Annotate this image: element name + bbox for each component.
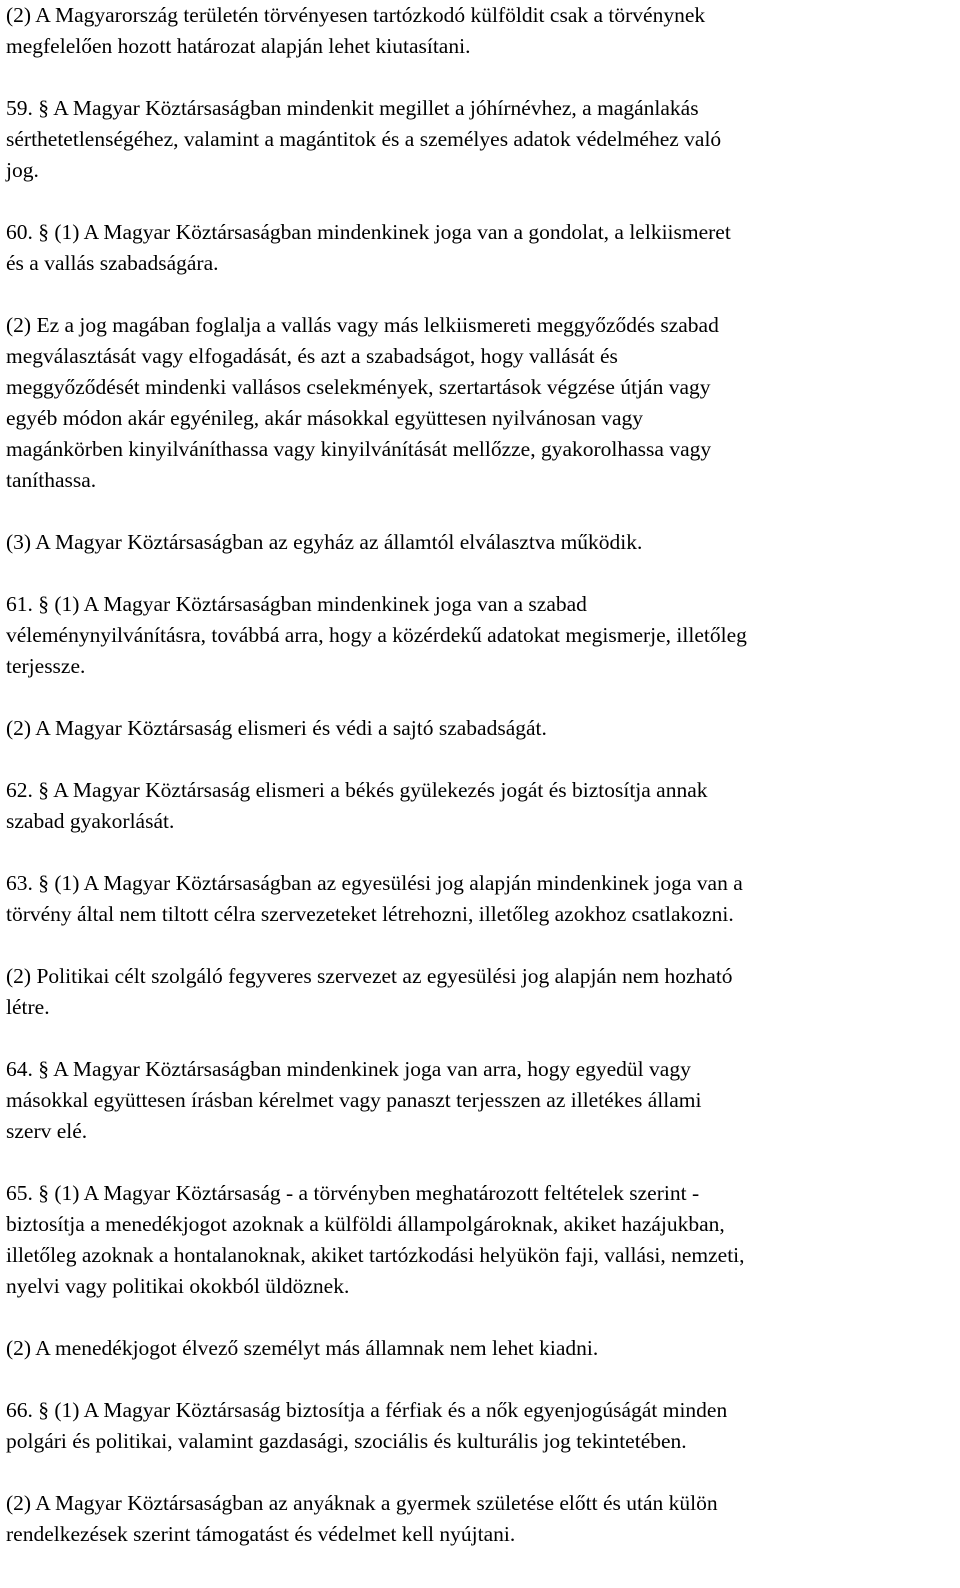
text-line: (2) A menedékjogot élvező személyt más államnak nem lehet kiadni. (6, 1336, 599, 1360)
document-page (6, 0, 950, 1550)
paragraph-61-2 (6, 713, 950, 744)
text-line: meggyőződését mindenki vallásos cselekmények, szertartások végzése útján vagy (6, 375, 711, 399)
paragraph-59 (6, 93, 950, 186)
paragraph-65-1 (6, 1178, 950, 1302)
text-line: törvény által nem tiltott célra szervezeteket létrehozni, illetőleg azokhoz csatlakozni. (6, 902, 734, 926)
text-line: (3) A Magyar Köztársaságban az egyház az államtól elválasztva működik. (6, 530, 643, 554)
paragraph-63-1 (6, 868, 950, 930)
text-line: másokkal együttesen írásban kérelmet vagy panaszt terjesszen az illetékes állami (6, 1088, 702, 1112)
text-line: polgári és politikai, valamint gazdasági, szociális és kulturális jog tekintetében. (6, 1429, 687, 1453)
paragraph-60-1 (6, 217, 950, 279)
text-line: nyelvi vagy politikai okokból üldöznek. (6, 1274, 350, 1298)
paragraph-60-2 (6, 310, 950, 496)
text-line: sérthetetlenségéhez, valamint a magántitok és a személyes adatok védelméhez való (6, 127, 722, 151)
paragraph-66-2 (6, 1488, 950, 1550)
paragraph-64 (6, 1054, 950, 1147)
paragraph-65-2 (6, 1333, 950, 1364)
text-line: (2) A Magyarország területén törvényesen tartózkodó külföldit csak a törvénynek (6, 3, 706, 27)
text-line: 66. § (1) A Magyar Köztársaság biztosítja a férfiak és a nők egyenjogúságát minden (6, 1398, 728, 1422)
text-line: biztosítja a menedékjogot azoknak a külföldi állampolgároknak, akiket hazájukban, (6, 1212, 725, 1236)
text-line: rendelkezések szerint támogatást és védelmet kell nyújtani. (6, 1522, 516, 1546)
text-line: (2) Politikai célt szolgáló fegyveres szervezet az egyesülési jog alapján nem hozható (6, 964, 733, 988)
paragraph-66-1 (6, 1395, 950, 1457)
paragraph-63-2 (6, 961, 950, 1023)
text-line: megválasztását vagy elfogadását, és azt a szabadságot, hogy vallását és (6, 344, 618, 368)
text-line: szabad gyakorlását. (6, 809, 175, 833)
text-line: magánkörben kinyilváníthassa vagy kinyilvánítását mellőzze, gyakorolhassa vagy (6, 437, 712, 461)
text-line: 63. § (1) A Magyar Köztársaságban az egyesülési jog alapján mindenkinek joga van a (6, 871, 743, 895)
text-line: 64. § A Magyar Köztársaságban mindenkinek joga van arra, hogy egyedül vagy (6, 1057, 691, 1081)
text-line: 65. § (1) A Magyar Köztársaság - a törvényben meghatározott feltételek szerint - (6, 1181, 700, 1205)
paragraph-61-1 (6, 589, 950, 682)
text-line: terjessze. (6, 654, 86, 678)
text-line: 60. § (1) A Magyar Köztársaságban mindenkinek joga van a gondolat, a lelkiismeret (6, 220, 731, 244)
text-line: (2) Ez a jog magában foglalja a vallás vagy más lelkiismereti meggyőződés szabad (6, 313, 719, 337)
paragraph-60-3 (6, 527, 950, 558)
text-line: 59. § A Magyar Köztársaságban mindenkit megillet a jóhírnévhez, a magánlakás (6, 96, 699, 120)
paragraph-62 (6, 775, 950, 837)
text-line: taníthassa. (6, 468, 97, 492)
text-line: (2) A Magyar Köztársaság elismeri és védi a sajtó szabadságát. (6, 716, 547, 740)
text-line: 61. § (1) A Magyar Köztársaságban mindenkinek joga van a szabad (6, 592, 587, 616)
text-line: egyéb módon akár egyénileg, akár másokkal együttesen nyilvánosan vagy (6, 406, 644, 430)
text-line: illetőleg azoknak a hontalanoknak, akiket tartózkodási helyükön faji, vallási, nemzeti, (6, 1243, 745, 1267)
text-line: szerv elé. (6, 1119, 88, 1143)
text-line: véleménynyilvánításra, továbbá arra, hogy a közérdekű adatokat megismerje, illetőleg (6, 623, 747, 647)
text-line: megfelelően hozott határozat alapján lehet kiutasítani. (6, 34, 471, 58)
text-line: jog. (6, 158, 39, 182)
text-line: 62. § A Magyar Köztársaság elismeri a békés gyülekezés jogát és biztosítja annak (6, 778, 708, 802)
paragraph-58-2 (6, 0, 950, 62)
text-line: létre. (6, 995, 50, 1019)
text-line: és a vallás szabadságára. (6, 251, 219, 275)
text-line: (2) A Magyar Köztársaságban az anyáknak a gyermek születése előtt és után külön (6, 1491, 718, 1515)
